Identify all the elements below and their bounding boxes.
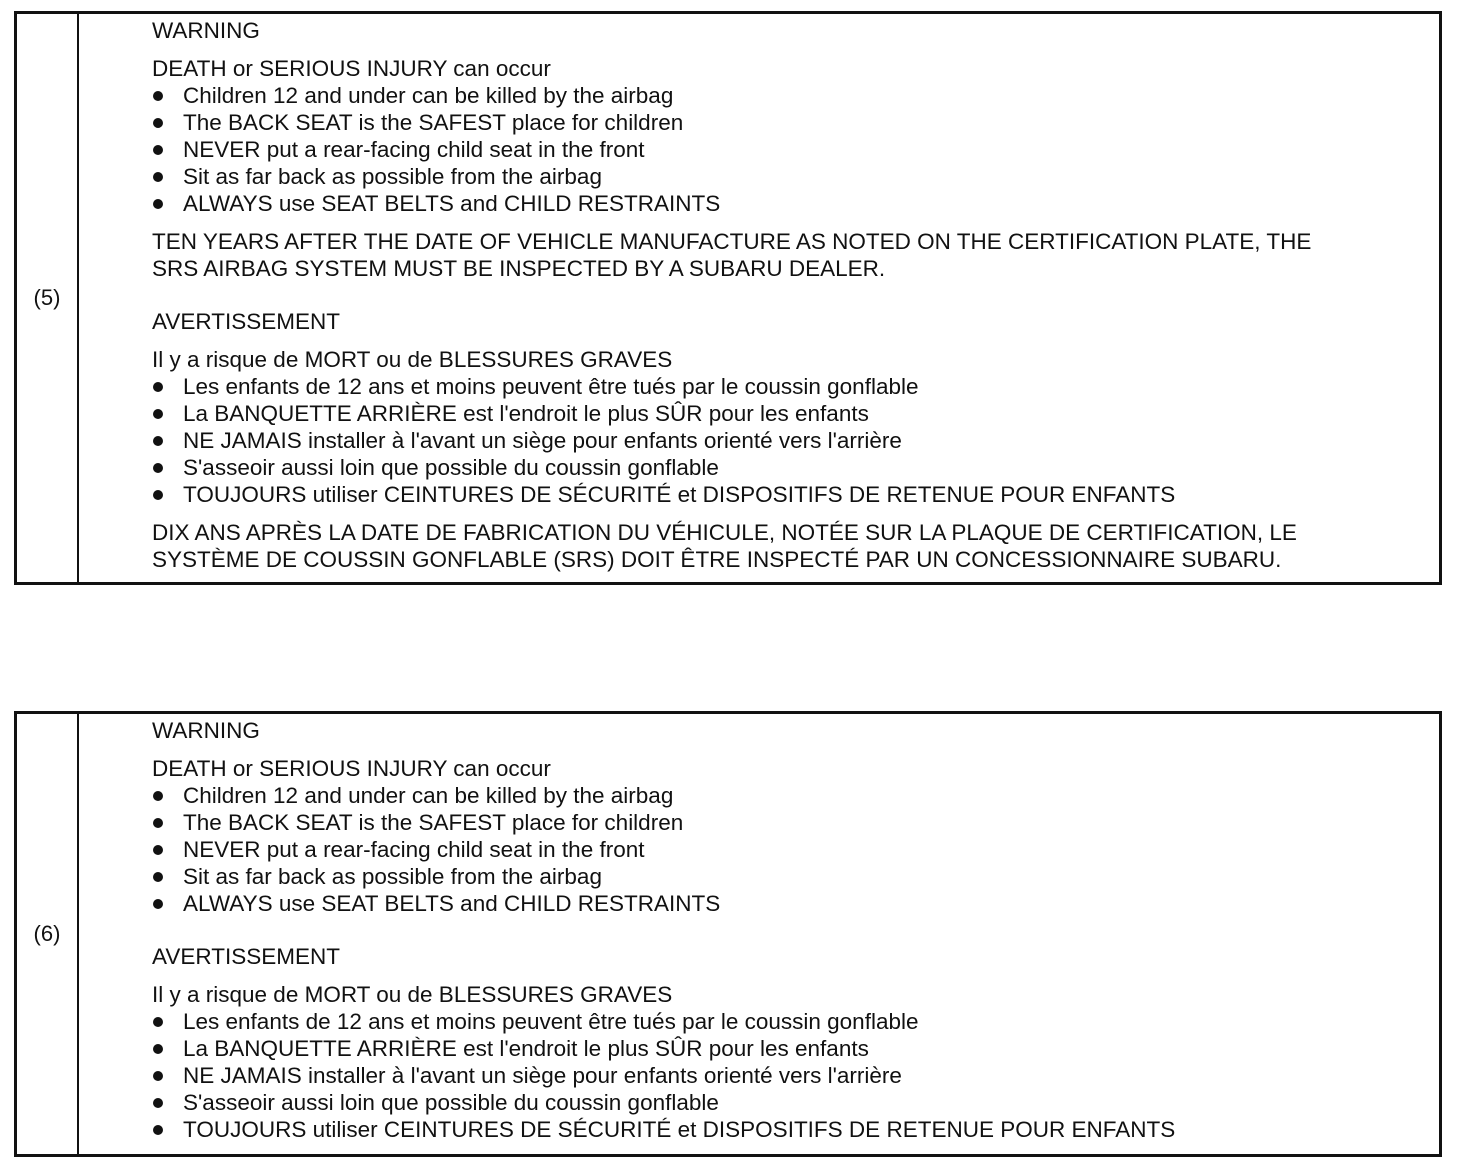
- avertissement-bullet: TOUJOURS utiliser CEINTURES DE SÉCURITÉ et DISPOSITIFS DE RETENUE POUR ENFANTS: [152, 481, 1439, 508]
- avertissement-bullet: Les enfants de 12 ans et moins peuvent être tués par le coussin gonflable: [152, 373, 1439, 400]
- warning-bullet: Sit as far back as possible from the airbag: [152, 163, 1439, 190]
- avertissement-bullet: S'asseoir aussi loin que possible du coussin gonflable: [152, 1089, 1439, 1116]
- inspection-notice-fr: DIX ANS APRÈS LA DATE DE FABRICATION DU VÉHICULE, NOTÉE SUR LA PLAQUE DE CERTIFICATION, LE: [152, 520, 1297, 545]
- warning-label-5: [14, 11, 1442, 585]
- warning-bullet: The BACK SEAT is the SAFEST place for children: [152, 809, 1439, 836]
- warning-heading: WARNING: [152, 718, 260, 743]
- avertissement-heading: AVERTISSEMENT: [152, 309, 340, 334]
- warning-bullet: ALWAYS use SEAT BELTS and CHILD RESTRAINTS: [152, 190, 1439, 217]
- avertissement-bullet: La BANQUETTE ARRIÈRE est l'endroit le plus SÛR pour les enfants: [152, 400, 1439, 427]
- warning-bullet: NEVER put a rear-facing child seat in the front: [152, 836, 1439, 863]
- avertissement-bullet: S'asseoir aussi loin que possible du coussin gonflable: [152, 454, 1439, 481]
- avertissement-bullet: La BANQUETTE ARRIÈRE est l'endroit le plus SÛR pour les enfants: [152, 1035, 1439, 1062]
- warning-bullet: NEVER put a rear-facing child seat in the front: [152, 136, 1439, 163]
- avertissement-intro: Il y a risque de MORT ou de BLESSURES GRAVES: [152, 347, 673, 372]
- warning-intro: DEATH or SERIOUS INJURY can occur: [152, 756, 551, 781]
- warning-label-6: [14, 711, 1442, 1157]
- warning-bullet: The BACK SEAT is the SAFEST place for children: [152, 109, 1439, 136]
- label-number: (5): [17, 14, 79, 582]
- label-text: [79, 14, 1439, 582]
- label-text: [79, 714, 1439, 1154]
- warning-bullet: ALWAYS use SEAT BELTS and CHILD RESTRAINTS: [152, 890, 1439, 917]
- avertissement-bullet: Les enfants de 12 ans et moins peuvent être tués par le coussin gonflable: [152, 1008, 1439, 1035]
- warning-bullet: Children 12 and under can be killed by the airbag: [152, 782, 1439, 809]
- warning-bullet: Sit as far back as possible from the airbag: [152, 863, 1439, 890]
- inspection-notice-en: SRS AIRBAG SYSTEM MUST BE INSPECTED BY A SUBARU DEALER.: [152, 256, 886, 281]
- avertissement-bullet: TOUJOURS utiliser CEINTURES DE SÉCURITÉ et DISPOSITIFS DE RETENUE POUR ENFANTS: [152, 1116, 1439, 1143]
- label-number: (6): [17, 714, 79, 1154]
- inspection-notice-en: TEN YEARS AFTER THE DATE OF VEHICLE MANUFACTURE AS NOTED ON THE CERTIFICATION PLATE, THE: [152, 229, 1312, 254]
- avertissement-bullet: NE JAMAIS installer à l'avant un siège pour enfants orienté vers l'arrière: [152, 427, 1439, 454]
- warning-heading: WARNING: [152, 18, 260, 43]
- avertissement-heading: AVERTISSEMENT: [152, 944, 340, 969]
- warning-bullet: Children 12 and under can be killed by the airbag: [152, 82, 1439, 109]
- inspection-notice-fr: SYSTÈME DE COUSSIN GONFLABLE (SRS) DOIT ÊTRE INSPECTÉ PAR UN CONCESSIONNAIRE SUBARU.: [152, 547, 1282, 572]
- avertissement-bullet: NE JAMAIS installer à l'avant un siège pour enfants orienté vers l'arrière: [152, 1062, 1439, 1089]
- warning-intro: DEATH or SERIOUS INJURY can occur: [152, 56, 551, 81]
- avertissement-intro: Il y a risque de MORT ou de BLESSURES GRAVES: [152, 982, 673, 1007]
